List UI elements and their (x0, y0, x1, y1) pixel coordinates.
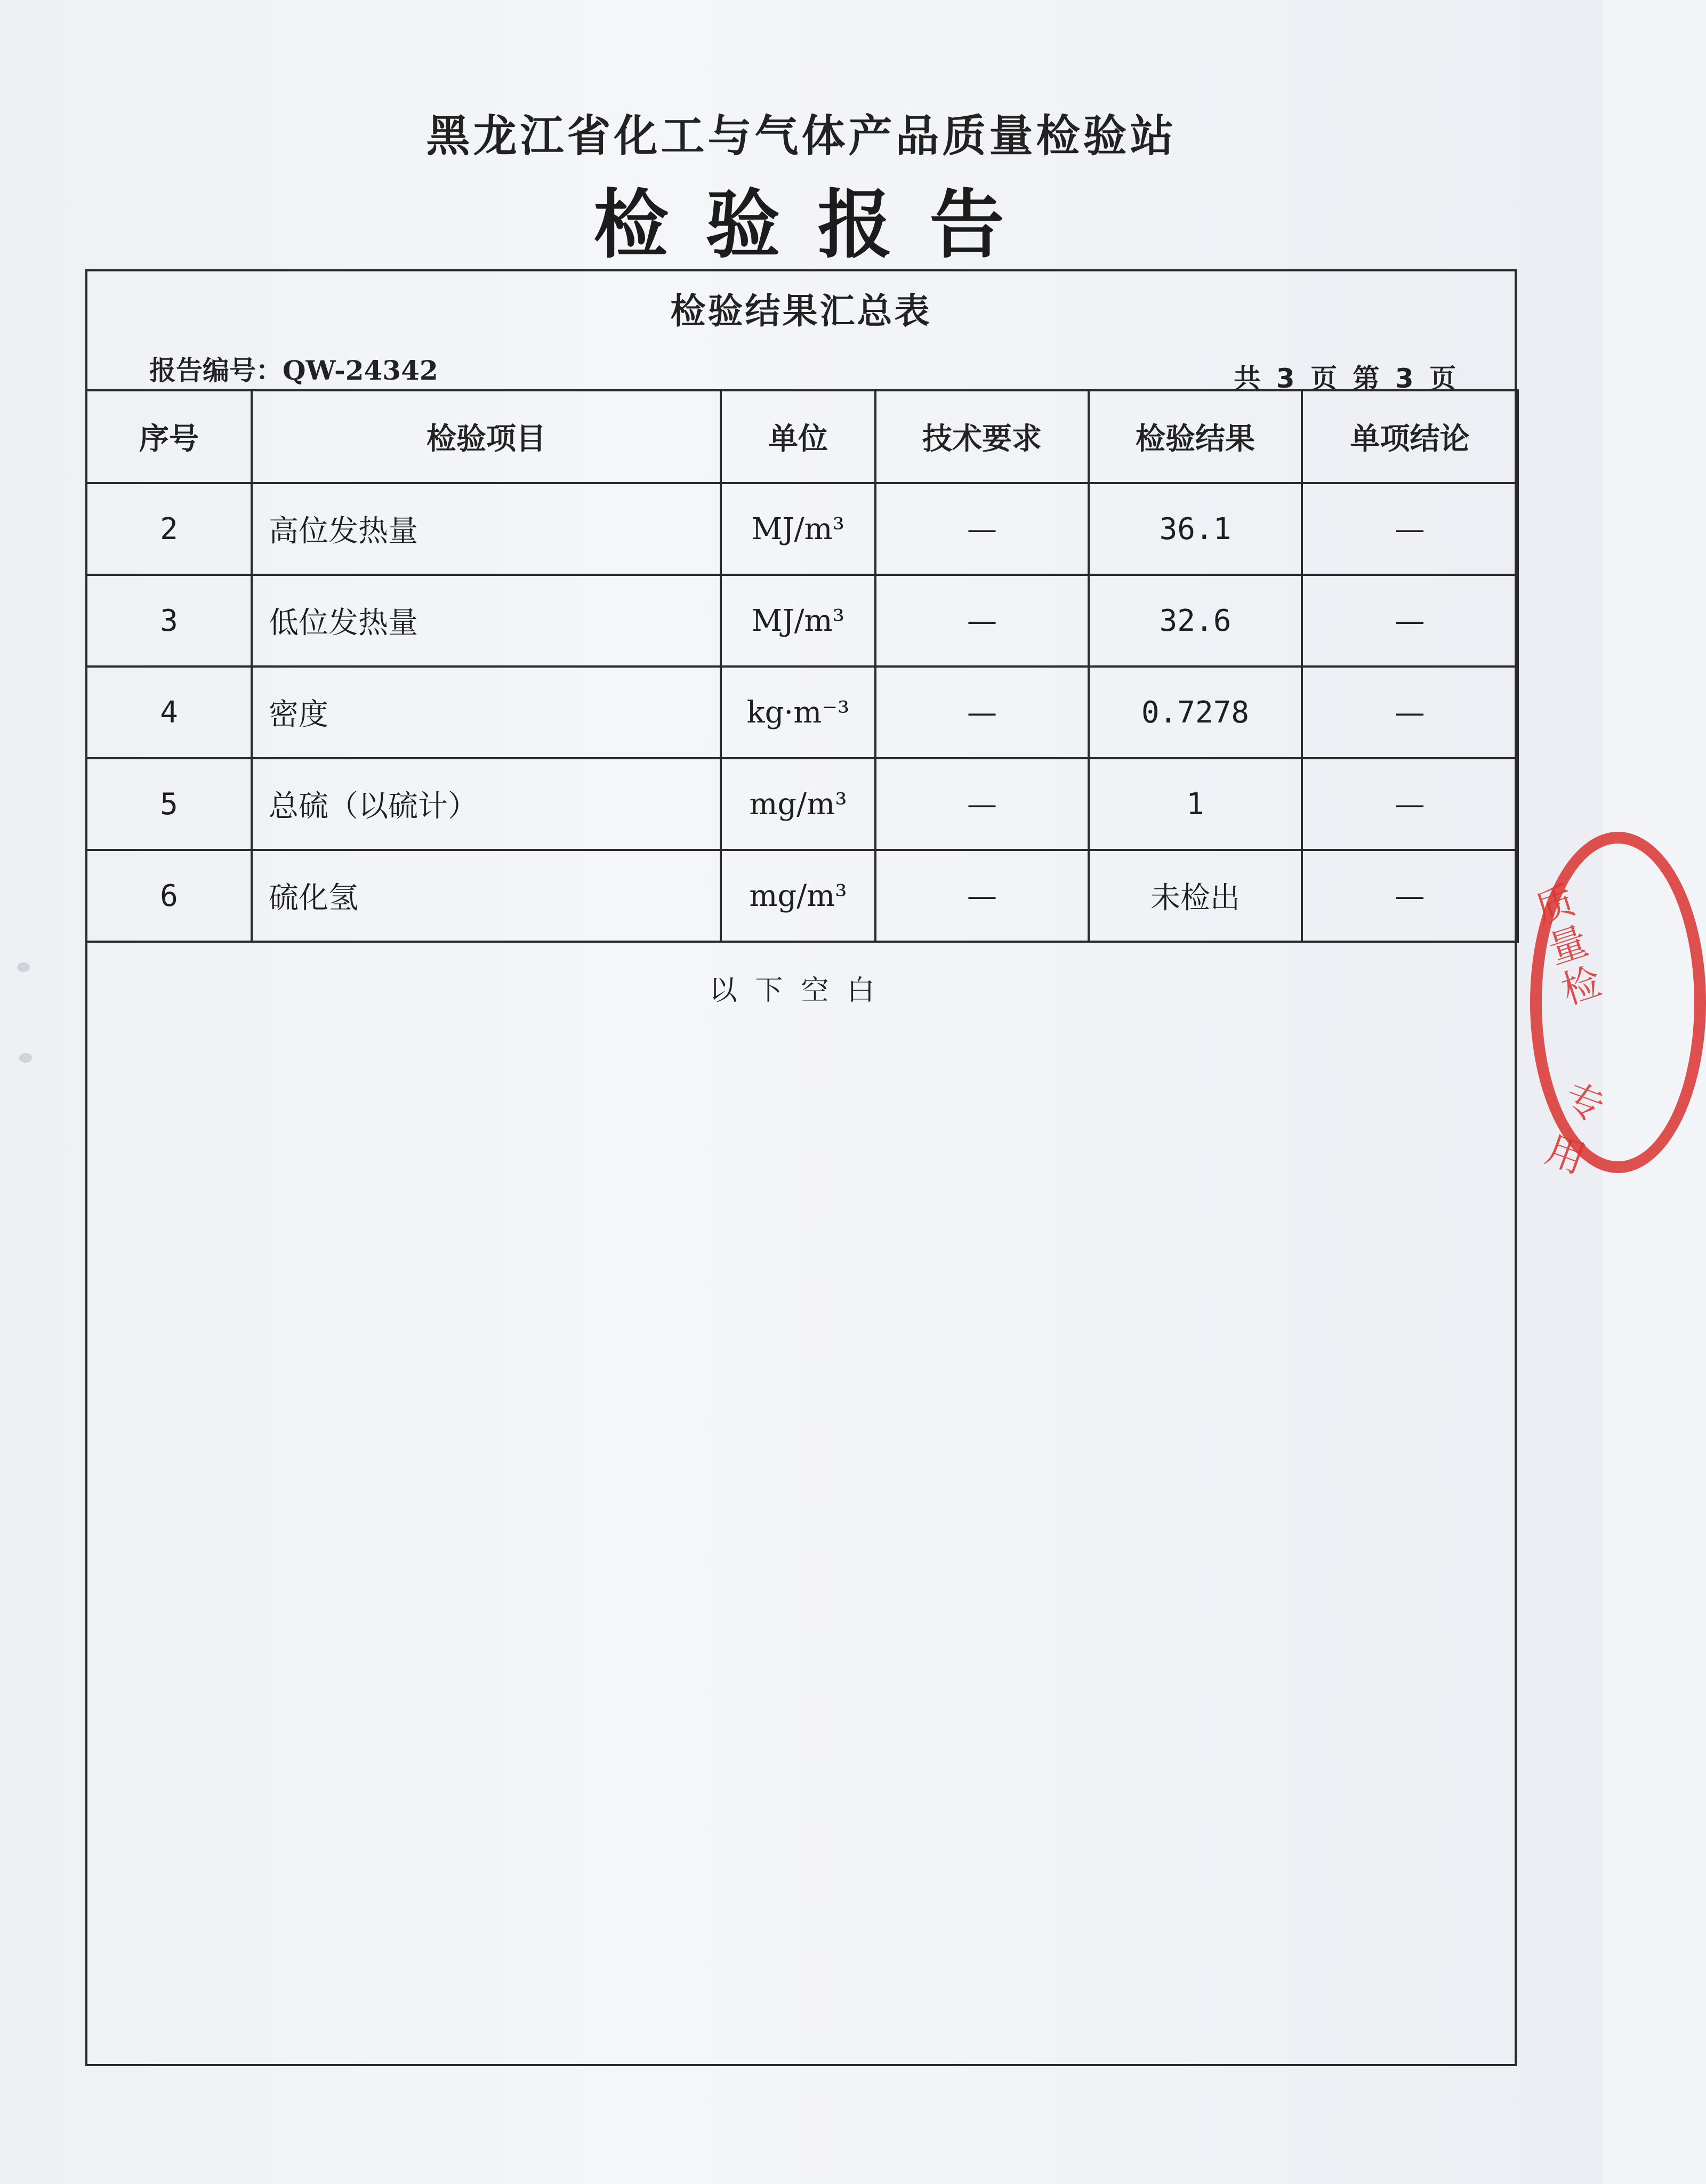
cell-no: 5 (86, 758, 252, 850)
cell-result: 36.1 (1089, 483, 1302, 575)
cell-result: 0.7278 (1089, 667, 1302, 758)
table-row (86, 758, 1518, 850)
column-header-conclusion: 单项结论 (1302, 390, 1518, 483)
cell-requirement: — (875, 850, 1089, 942)
cell-no: 4 (86, 667, 252, 758)
cell-item: 低位发热量 (252, 575, 721, 667)
table-row (86, 575, 1518, 667)
column-header-requirement: 技术要求 (875, 390, 1089, 483)
cell-item: 总硫（以硫计） (252, 758, 721, 850)
cell-item: 密度 (252, 667, 721, 758)
cell-requirement: — (875, 483, 1089, 575)
cell-unit: MJ/m³ (721, 575, 875, 667)
cell-conclusion: — (1302, 575, 1518, 667)
summary-title: 检验结果汇总表 (670, 291, 932, 332)
cell-no: 6 (86, 850, 252, 942)
cell-requirement: — (875, 758, 1089, 850)
binding-hole (19, 1053, 32, 1063)
cell-requirement: — (875, 667, 1089, 758)
cell-conclusion: — (1302, 850, 1518, 942)
seal-text-bottom: 专用 (1540, 1074, 1611, 1183)
cell-conclusion: — (1302, 483, 1518, 575)
table-row (86, 667, 1518, 758)
page-count: 共 3 页 第 3 页 (1234, 363, 1459, 394)
report-number-label: 报告编号： (149, 355, 283, 386)
seal-text-top: 质量检 (1530, 877, 1607, 1013)
cell-conclusion: — (1302, 758, 1518, 850)
cell-result: 32.6 (1089, 575, 1302, 667)
report-title: 检验报告 (593, 182, 1042, 269)
binding-hole (17, 962, 30, 972)
cell-unit: mg/m³ (721, 850, 875, 942)
column-header-result: 检验结果 (1089, 390, 1302, 483)
cell-item: 高位发热量 (252, 483, 721, 575)
cell-unit: MJ/m³ (721, 483, 875, 575)
table-row (86, 483, 1518, 575)
report-number-value: QW-24342 (283, 355, 438, 386)
cell-result: 1 (1089, 758, 1302, 850)
cell-conclusion: — (1302, 667, 1518, 758)
table-header-row (86, 390, 1518, 483)
cell-result: 未检出 (1089, 850, 1302, 942)
table-row (86, 850, 1518, 942)
results-table (85, 389, 1519, 943)
report-number (149, 349, 438, 388)
column-header-item: 检验项目 (252, 390, 721, 483)
blank-below-note: 以下空白 (709, 975, 893, 1007)
cell-requirement: — (875, 575, 1089, 667)
column-header-no: 序号 (86, 390, 252, 483)
cell-no: 2 (86, 483, 252, 575)
cell-item: 硫化氢 (252, 850, 721, 942)
cell-no: 3 (86, 575, 252, 667)
cell-unit: kg·m⁻³ (721, 667, 875, 758)
column-header-unit: 单位 (721, 390, 875, 483)
cell-unit: mg/m³ (721, 758, 875, 850)
organization-name: 黑龙江省化工与气体产品质量检验站 (426, 111, 1177, 162)
